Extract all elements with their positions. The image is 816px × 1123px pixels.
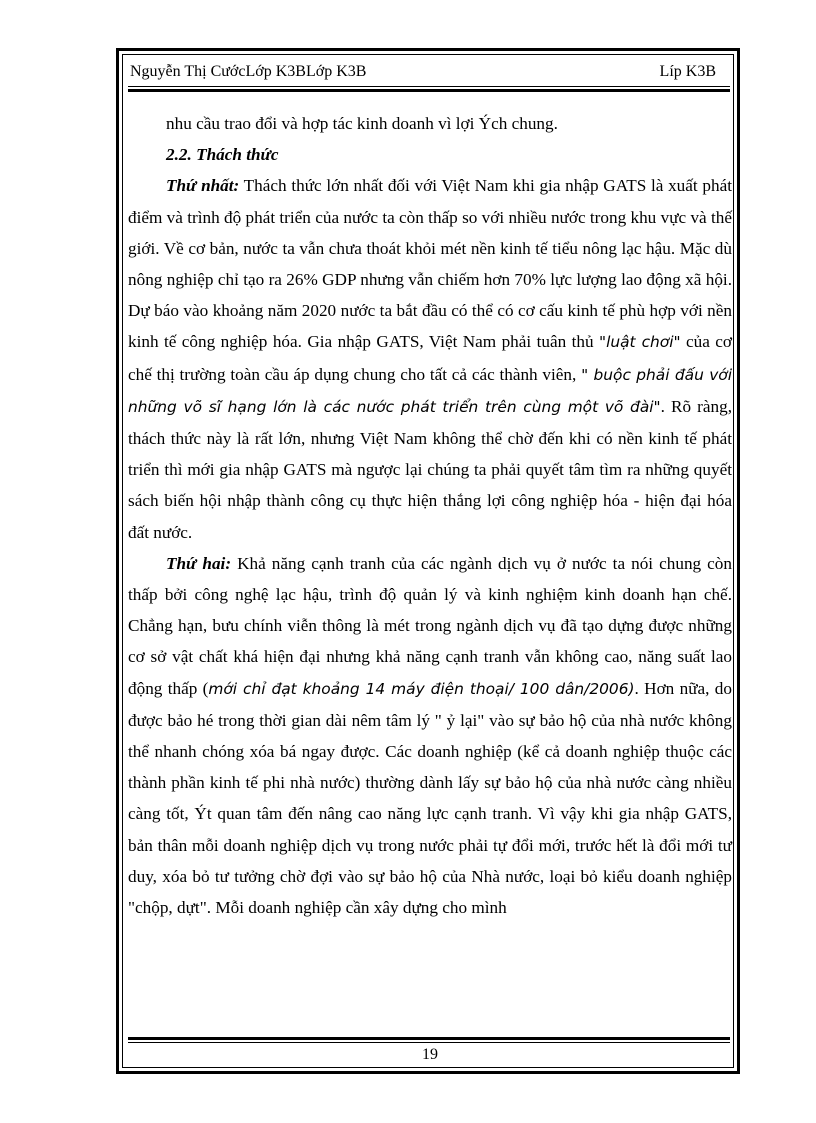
challenge-2-lead: Thứ hai:	[166, 553, 232, 573]
document-body	[128, 108, 732, 923]
header-class: Líp K3B	[659, 63, 716, 80]
header-rule-thin	[128, 86, 730, 87]
footer-rule-thick	[128, 1037, 730, 1040]
challenge-2-text-a: Khả năng cạnh tranh của các ngành dịch vụ ở nước ta nói chung còn thấp bởi công nghệ lạc hậu, trình độ quản lý và kinh nghiệm kinh doanh hạn chế. Chẳng hạn, bưu chính viễn thông là mét trong ngành dịch vụ đã tạo dựng được những cơ sở vật chất khá hiện đại nhưng khả năng cạnh tranh vẫn không cao, năng suất lao động thấp (	[128, 553, 732, 698]
header-rule-thick	[128, 89, 730, 92]
challenge-2-text-b: . Hơn nữa, do được bảo hé trong thời gian dài nêm tâm lý " ỷ lại" vào sự bảo hộ của nhà nước không thể nhanh chóng xóa bá ngay được. Các doanh nghiệp (kể cả doanh nghiệp thuộc các thành phần kinh tế phi nhà nước) thường dành lấy sự bảo hộ của nhà nước càng nhiều càng tốt, Ýt quan tâm đến nâng cao năng lực cạnh tranh. Vì vậy khi gia nhập GATS, bản thân mỗi doanh nghiệp dịch vụ trong nước phải tự đổi mới, trước hết là đổi mới tư duy, xóa bỏ tư tưởng chờ đợi vào sự bảo hộ của Nhà nước, loại bỏ kiểu doanh nghiệp "chộp, dựt". Mỗi doanh nghiệp cần xây dựng cho mình	[128, 678, 732, 918]
challenge-1-quote-2: " buộc phải đấu với những võ sĩ hạng lớn là các nước phát triển trên cùng một võ đài"	[128, 365, 732, 416]
challenge-1-text-b: của cơ chế thị trường toàn cầu áp dụng chung cho tất cả các thành viên,	[128, 332, 732, 384]
challenge-1-lead: Thứ nhất:	[166, 176, 240, 196]
section-heading: 2.2. Thách thức	[166, 145, 279, 165]
page-header	[128, 60, 728, 84]
paragraph-challenge-2	[128, 548, 732, 923]
challenge-1-text-c: . Rõ ràng, thách thức này là rất lớn, nhưng Việt Nam không thể chờ đến khi có nền kinh tế phát triển thì mới gia nhập GATS mà ngược lại chúng ta phải quyết tâm tìm ra những quyết sách biến hội nhập thành công cụ thực hiện thắng lợi công nghiệp hóa - hiện đại hóa đất nước.	[128, 396, 732, 542]
challenge-1-quote-1: "luật chơi"	[599, 333, 681, 352]
footer-rule-thin	[128, 1042, 730, 1043]
challenge-2-italic-note: mới chỉ đạt khoảng 14 máy điện thoại/ 100 dân/2006)	[208, 679, 635, 698]
header-author-class: Nguyễn Thị CướcLớp K3BLớp K3B	[130, 63, 367, 80]
paragraph-intro: nhu cầu trao đổi và hợp tác kinh doanh vì lợi Ých chung.	[166, 114, 558, 133]
paragraph-challenge-1	[128, 170, 732, 547]
challenge-1-text-a: Thách thức lớn nhất đối với Việt Nam khi gia nhập GATS là xuất phát điểm và trình độ phát triển của nước ta còn thấp so với nhiều nước trong khu vực và thế giới. Về cơ bản, nước ta vẫn chưa thoát khỏi mét nền kinh tế tiểu nông lạc hậu. Mặc dù nông nghiệp chỉ tạo ra 26% GDP nhưng vẫn chiếm hơn 70% lực lượng lao động xã hội. Dự báo vào khoảng năm 2020 nước ta bắt đầu có thể có cơ cấu kinh tế phù hợp với nền kinh tế công nghiệp hóa. Gia nhập GATS, Việt Nam phải tuân thủ	[128, 176, 732, 352]
page-number: 19	[422, 1046, 438, 1063]
